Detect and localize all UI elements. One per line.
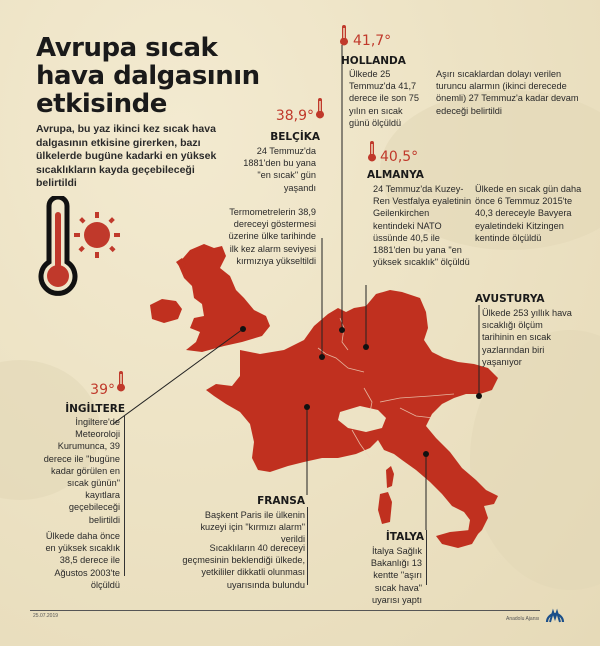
germany-text-2: Ülkede en sıcak gün daha önce 6 Temmuz 2015'te 40,3 dereceyle Bavyera eyaletindeki Kitzingen kentinde ölçüldü	[475, 184, 582, 243]
belgium-text-2: Termometrelerin 38,9 dereceyi göstermesi üzerine ülke tarihinde ilk kez alarm seviyesi kırmızıya yükseltildi	[228, 207, 316, 266]
germany-temp: 40,5°	[380, 149, 419, 165]
thermometer-icon	[367, 141, 377, 163]
netherlands-temp: 41,7°	[353, 33, 392, 49]
austria-name: AVUSTURYA	[475, 293, 545, 305]
uk-text-2: Ülkede daha önce en yüksek sıcaklık 38,5 derece ile Ağustos 2003'te ölçüldü	[45, 531, 120, 590]
italy-divider	[426, 530, 427, 585]
france-text: Başkent Paris ile ülkenin kuzeyi için "kırmızı alarm" verildi	[200, 510, 305, 545]
germany-name: ALMANYA	[367, 169, 424, 181]
uk-text: İngiltere'de Meteoroloji Kurumunca, 39 derece ile "bugüne kadar görülen en sıcak günün" kayıtlara geçebileceği belirtildi	[43, 417, 120, 525]
aa-logo-icon	[545, 606, 565, 624]
footer-source: Anadolu Ajansı	[506, 616, 540, 622]
austria-text: Ülkede 253 yıllık hava sıcaklığı ölçüm tarihinin en sıcak yazlarından biri yaşanıyor	[482, 308, 572, 367]
thermometer-icon	[339, 25, 349, 47]
netherlands-text-2: Aşırı sıcaklardan dolayı verilen turuncu alarmın (ikinci derecede önemli) 27 Temmuz'a kadar devam edeceği belirtildi	[436, 69, 579, 116]
netherlands-text: Ülkede 25 Temmuz'da 41,7 derece ile son 75 yılın en sıcak günü ölçüldü	[349, 69, 419, 128]
thermometer-icon	[116, 371, 126, 393]
uk-divider	[124, 416, 125, 576]
belgium-name: BELÇİKA	[270, 131, 320, 143]
belgium-temp: 38,9°	[275, 108, 314, 124]
germany-text: 24 Temmuz'da Kuzey-Ren Vestfalya eyaletinin Geilenkirchen kentindeki NATO üssünde 40,5 ile 1881'den bu yana "en yüksek sıcaklık" ölçüldü	[373, 184, 472, 268]
france-name: FRANSA	[257, 495, 305, 507]
footer-divider	[30, 610, 540, 611]
france-divider	[307, 507, 308, 585]
footer-date: 25.07.2019	[33, 613, 59, 619]
france-text-2: Sıcaklıların 40 dereceyi geçmesinin beklendiği ülkede, yetkililer dikkatli olunması uyarısında bulundu	[182, 543, 305, 590]
uk-name: İNGİLTERE	[65, 403, 125, 415]
belgium-text: 24 Temmuz'da 1881'den bu yana "en sıcak" gün yaşandı	[243, 146, 316, 193]
thermometer-icon	[315, 98, 325, 120]
italy-name: İTALYA	[385, 531, 424, 543]
netherlands-name: HOLLANDA	[341, 55, 406, 67]
page-title: Avrupa sıcak hava dalgasının etkisinde	[36, 33, 260, 119]
page-subtitle: Avrupa, bu yaz ikinci kez sıcak hava dalgasının etkisine girerken, bazı ülkelerde bugüne kadarki en yüksek sıcaklıkların kayda geçebileceği belirtildi	[36, 123, 217, 189]
italy-text: İtalya Sağlık Bakanlığı 13 kentte "aşırı sıcak hava" uyarısı yaptı	[370, 546, 422, 605]
uk-temp: 39°	[90, 382, 115, 398]
